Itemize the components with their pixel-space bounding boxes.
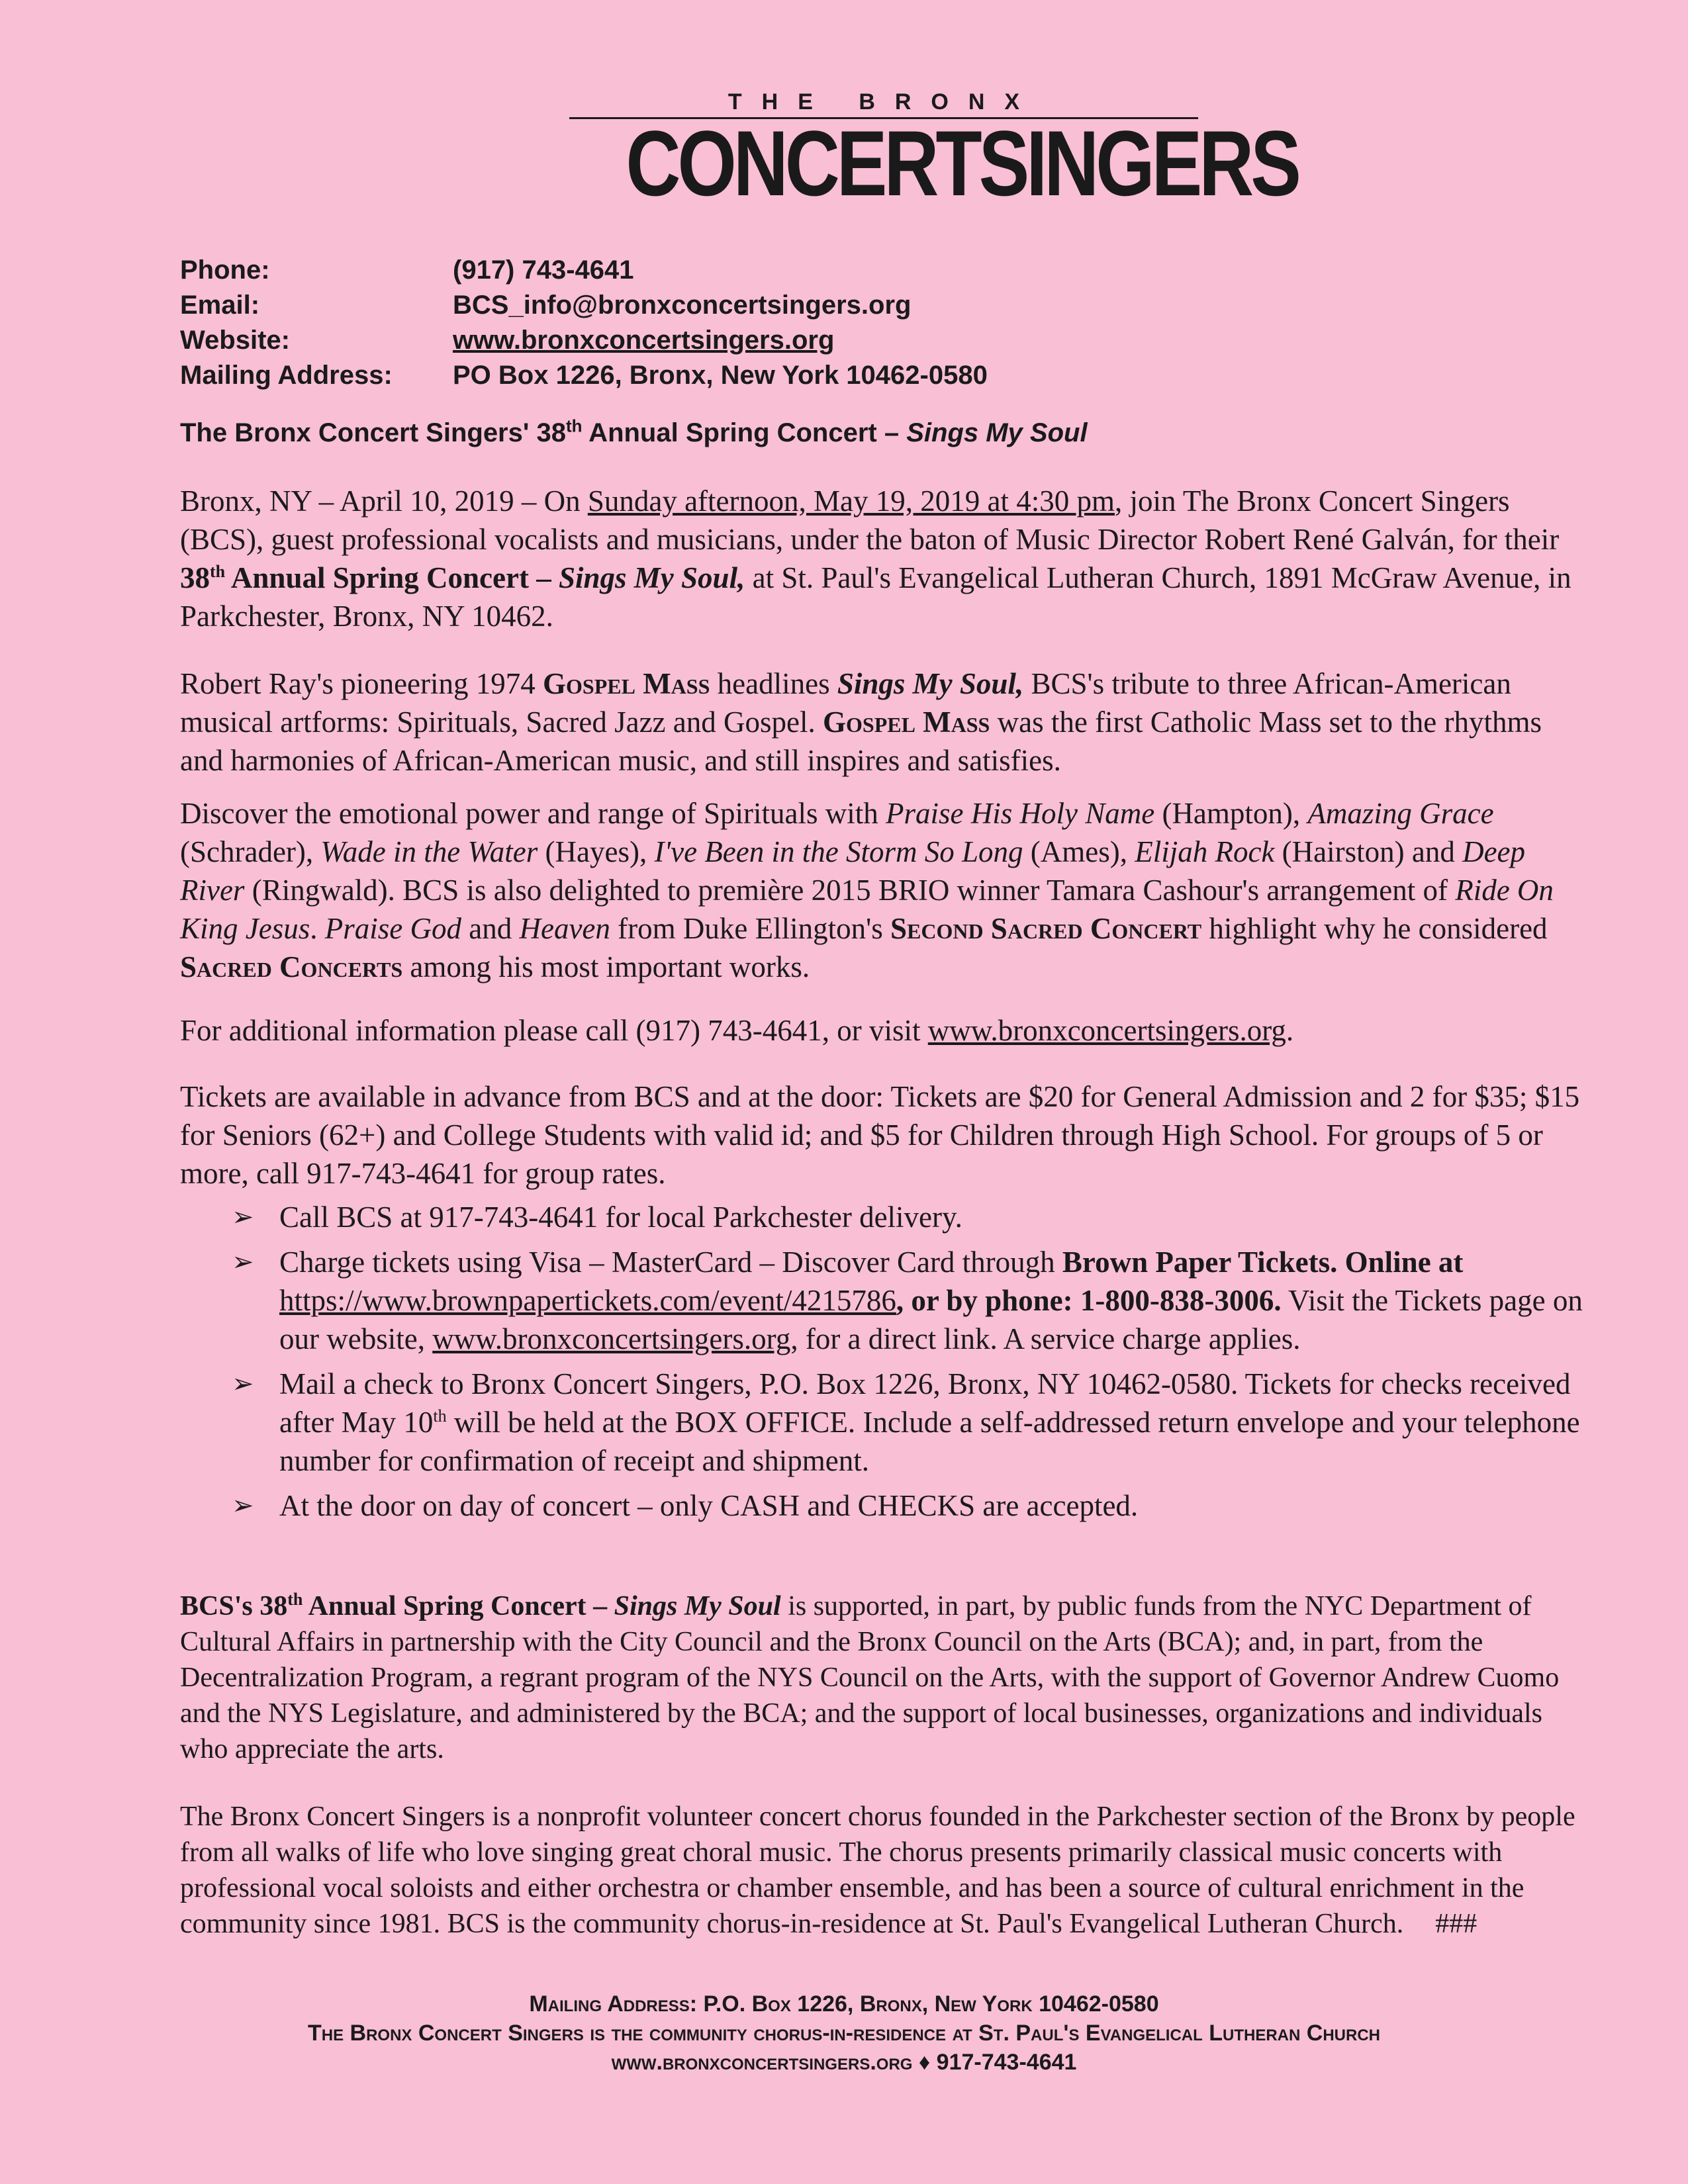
bullet-2-c: , for a direct link. A service charge applies. [790,1322,1301,1355]
p3-e: (Ames), [1023,835,1135,868]
p6-bi: Sings My Soul [614,1591,781,1621]
p3-d: (Hayes), [538,835,655,868]
p7-text: The Bronx Concert Singers is a nonprofit volunteer concert chorus founded in the Parkchester section of the Bronx by people from all walks of life who love singing great choral music. The chorus presents primarily classical music concerts with professional vocal soloists and either orchestra or chamber ensemble, and has been a source of cultural enrichment in the community since 1981. BCS is the community chorus-in-residence at St. Paul's Evangelical Lutheran Church. [180,1801,1575,1939]
mailing-label: Mailing Address: [180,361,393,390]
p3-i5: Elijah Rock [1135,835,1275,868]
paragraph-additional-info [180,1011,1583,1050]
list-item [232,1198,1589,1236]
arrow-bullet-icon: ➢ [232,1490,254,1521]
p3-sc2: Sacred Concerts [180,950,403,983]
release-headline [180,418,1088,448]
p4-a: For additional information please call (917) 743-4641, or visit [180,1014,928,1047]
p3-i4: I've Been in the Storm So Long [654,835,1023,868]
phone-label: Phone: [180,255,270,285]
p6-a: is supported, in part, by public funds from the NYC Department of Cultural Affairs in partnership with the City Council and the Bronx Council on the Arts (BCA); and, in part, from the Decentralization Program, a regrant program of the NYS Council on the Arts, with the support of Governor Andrew Cuomo and the NYS Legislature, and administered by the BCA; and the support of local businesses, organizations and individuals who appreciate the arts. [180,1591,1560,1764]
logo-top-text: THE BRONX [727,89,1040,114]
paragraph-about-bcs [180,1799,1583,1942]
bullet-2-bold1: Brown Paper Tickets. Online at [1062,1246,1464,1279]
p3-i8: Praise God [324,912,461,945]
bullet-1-text: Call BCS at 917-743-4641 for local Parkchester delivery. [279,1201,962,1234]
p3-i9: Heaven [519,912,610,945]
p3-h: . [310,912,325,945]
p1-sup: th [210,562,226,581]
p2-d: was the first Catholic Mass set to the rhythms and harmonies of African-American music, and still inspires and satisfies. [180,705,1542,777]
p3-g: (Ringwald). BCS is also delighted to première 2015 BRIO winner Tamara Cashour's arrangement of [244,874,1456,907]
p3-i: and [461,912,520,945]
email-label: Email: [180,291,260,320]
p3-l: among his most important works. [402,950,810,983]
p6-sup: th [287,1590,303,1609]
p6-bold2: Annual Spring Concert – [303,1591,614,1621]
paragraph-intro [180,482,1583,635]
mailing-value: PO Box 1226, Bronx, New York 10462-0580 [453,361,988,390]
p2-c: BCS's tribute to three African-American musical artforms: Spirituals, Sacred Jazz and Gospel. [180,667,1511,739]
p2-sc2: Gospel Mass [823,705,990,739]
paragraph-funding [180,1588,1583,1767]
logo-main-text: CONCERTSINGERS [626,111,1298,215]
p1-bold-italic: Sings My Soul, [558,561,745,594]
p3-sc1: Second Sacred Concert [890,912,1202,945]
bullet-2-bold2: , or by phone: 1-800-838-3006. [896,1284,1282,1317]
arrow-bullet-icon: ➢ [232,1369,254,1399]
email-value[interactable]: BCS_info@bronxconcertsingers.org [453,291,912,320]
arrow-bullet-icon: ➢ [232,1247,254,1277]
p3-i6: Deep River [180,835,1526,907]
p6-bold1: BCS's 38 [180,1591,288,1621]
bullet-2-a: Charge tickets using Visa – MasterCard – Discover Card through [279,1246,1062,1279]
arrow-bullet-icon: ➢ [232,1202,254,1232]
ticket-options-list [232,1198,1589,1531]
headline-italic: Sings My Soul [906,418,1088,447]
p1-b: , join The Bronx Concert Singers (BCS), guest professional vocalists and musicians, under the baton of Music Director Robert René Galván, for their [180,484,1560,556]
p3-i3: Wade in the Water [320,835,538,868]
bcs-logo [569,89,1298,232]
footer-mailing-address: Mailing Address: P.O. Box 1226, Bronx, New York 10462-0580 [529,1991,1159,2017]
headline-sup: th [566,416,583,436]
bullet-4-text: At the door on day of concert – only CASH and CHECKS are accepted. [279,1489,1139,1522]
list-item [232,1365,1589,1480]
p1-c: at St. Paul's Evangelical Lutheran Church, 1891 McGraw Avenue, in Parkchester, Bronx, NY 10462. [180,561,1571,633]
p3-k: highlight why he considered [1201,912,1548,945]
p3-i2: Amazing Grace [1307,797,1494,830]
p3-j: from Duke Ellington's [610,912,890,945]
p1-date: Sunday afternoon, May 19, 2019 at 4:30 pm [587,484,1115,518]
list-item [232,1243,1589,1358]
p2-a: Robert Ray's pioneering 1974 [180,667,543,700]
p1-a: Bronx, NY – April 10, 2019 – On [180,484,588,518]
p4-b: . [1286,1014,1294,1047]
p3-a: Discover the emotional power and range of Spirituals with [180,797,886,830]
list-item [232,1486,1589,1525]
p4-website-link[interactable]: www.bronxconcertsingers.org [927,1014,1286,1047]
paragraph-spirituals [180,794,1583,986]
paragraph-tickets: Tickets are available in advance from BCS and at the door: Tickets are $20 for General Admission and 2 for $35; $15 for Seniors (62+) and College Students with valid id; and $5 for Children through High School. For groups of 5 or more, call 917-743-4641 for group rates. [180,1080,1580,1190]
p3-i1: Praise His Holy Name [885,797,1155,830]
website-label: Website: [180,326,290,355]
p3-c: (Schrader), [180,835,321,868]
p2-sc1: Gospel Mass [543,667,710,700]
p2-b: headlines [710,667,837,700]
p3-b: (Hampton), [1154,797,1308,830]
bullet-3-a: Mail a check to Bronx Concert Singers, P.O. Box 1226, Bronx, NY 10462-0580. Tickets for checks received after May 10 [279,1367,1571,1439]
bullet-3-sup: th [433,1406,447,1426]
p3-i7: Ride On King Jesus [180,874,1554,945]
p3-f: (Hairston) and [1274,835,1463,868]
headline-part1: The Bronx Concert Singers' 38 [180,418,566,447]
footer-web-phone: www.bronxconcertsingers.org ♦ 917-743-4641 [611,2050,1077,2075]
paragraph-gospel-mass [180,664,1583,780]
brown-paper-tickets-link[interactable]: https://www.brownpapertickets.com/event/4215786 [279,1284,896,1317]
end-mark: ### [1435,1909,1477,1939]
bullet-2-website-link[interactable]: www.bronxconcertsingers.org [432,1322,791,1355]
website-link[interactable]: www.bronxconcertsingers.org [453,326,835,355]
p1-bold2: Annual Spring Concert – [225,561,559,594]
headline-part2: Annual Spring Concert – [582,418,907,447]
p2-bi: Sings My Soul, [837,667,1024,700]
bullet-3-b: will be held at the BOX OFFICE. Include a self-addressed return envelope and your telephone number for confirmation of receipt and shipment. [279,1406,1580,1477]
p1-bold1: 38 [180,561,210,594]
phone-value: (917) 743-4641 [453,255,634,285]
footer-residency: The Bronx Concert Singers is the community chorus-in-residence at St. Paul's Evangelical Lutheran Church [307,2021,1380,2046]
bullet-2-b: Visit the Tickets page on our website, [279,1284,1583,1355]
footer [0,1989,1688,2077]
